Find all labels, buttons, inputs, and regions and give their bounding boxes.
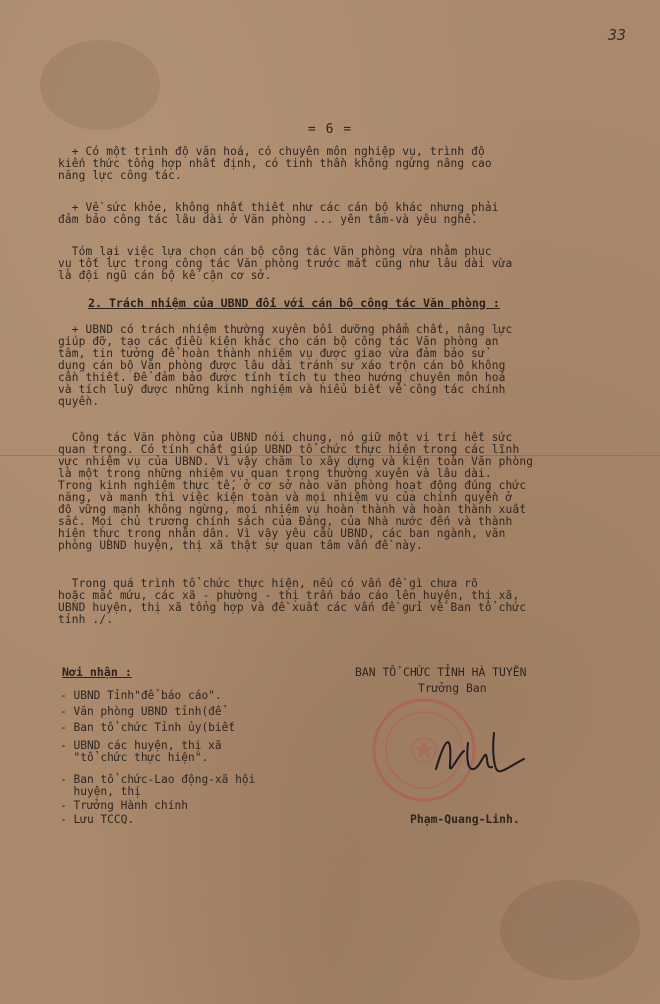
- signer-name: Phạm-Quang-Linh.: [410, 812, 520, 826]
- handwritten-signature: [428, 725, 538, 785]
- paper-stain: [40, 40, 160, 130]
- body-line: quan trọng. Có tính chất giúp UBND tổ chức thực hiện trong các lĩnh: [58, 443, 520, 456]
- page-number: = 6 =: [307, 122, 353, 137]
- body-line: phòng UBND huyện, thị xã thật sự quan tâm vấn đề này.: [58, 539, 423, 552]
- paper-stain: [500, 880, 640, 980]
- body-line: là đội ngũ cán bộ kế cận cơ sở.: [58, 269, 272, 282]
- body-line: + Về sức khỏe, không nhất thiết như các cán bộ khác nhưng phải: [58, 201, 499, 214]
- body-line: quyền.: [58, 395, 100, 408]
- body-line: dụng cán bộ Văn phòng được lâu dài tránh sự xáo trộn cán bộ không: [58, 359, 506, 372]
- recipient-item: - UBND các huyện, thị xã: [60, 739, 222, 752]
- recipient-item: huyện, thị: [60, 785, 141, 798]
- body-line: đảm bảo công tác lâu dài ở Văn phòng ... yên tâm-và yêu nghề.: [58, 213, 479, 226]
- body-line: cần thiết. Để đảm bảo được tính tích tụ theo hướng chuyên môn hoá: [58, 371, 506, 384]
- folio-mark: 33: [608, 26, 627, 44]
- recipient-item: - Lưu TCCQ.: [60, 813, 135, 826]
- recipient-item: "tổ chức thực hiện".: [60, 751, 209, 764]
- signer-title: Trưởng Ban: [418, 681, 487, 695]
- signing-organization: BAN TỔ CHỨC TỈNH HÀ TUYÊN: [355, 665, 527, 679]
- body-line: vụ tốt lực trong công tác Văn phòng trước mắt cũng như lâu dài vừa: [58, 257, 513, 270]
- recipient-item: - Ban tổ chức-Lao động-xã hội: [60, 773, 256, 786]
- body-line: Công tác Văn phòng của UBND nói chung, nó giữ một vị trí hết sức: [58, 431, 513, 444]
- recipients-title: Nơi nhận :: [62, 665, 132, 679]
- section-heading: 2. Trách nhiệm của UBND đối với cán bộ công tác Văn phòng :: [88, 296, 500, 310]
- body-line: là một trong những nhiệm vụ quan trọng thường xuyên và lâu dài.: [58, 467, 492, 480]
- body-line: Trong quá trình tổ chức thực hiện, nếu có vấn đề gì chưa rõ: [58, 577, 479, 590]
- body-line: độ vững mạnh không ngừng, mọi nhiệm vụ hoàn thành và hoàn thành xuất: [58, 503, 527, 516]
- body-line: Trong kinh nghiệm thực tế, ở cơ sở nào văn phòng hoạt động đúng chức: [58, 479, 527, 492]
- body-line: Tóm lại việc lựa chọn cán bộ công tác Văn phòng vừa nhằm phục: [58, 245, 492, 258]
- body-line: năng, và mạnh thì việc kiện toàn và mọi nhiệm vụ của chính quyền ở: [58, 491, 513, 504]
- recipient-item: - UBND Tỉnh"để báo cáo".: [60, 689, 222, 702]
- body-line: sắc. Mọi chủ trương chính sách của Đảng, của Nhà nước đến và thành: [58, 515, 513, 528]
- body-line: + UBND có trách nhiệm thường xuyên bồi dưỡng phẩm chất, nâng lực: [58, 323, 513, 336]
- recipient-item: - Ban tổ chức Tỉnh ủy(biết: [60, 721, 236, 734]
- body-line: vực nhiệm vụ của UBND. Vì vậy chăm lo xây dựng và kiện toàn Văn phòng: [58, 455, 534, 468]
- recipient-item: - Trưởng Hành chính: [60, 799, 188, 812]
- recipient-item: - Văn phòng UBND tỉnh(để: [60, 705, 222, 718]
- body-line: tỉnh ./.: [58, 613, 114, 626]
- body-line: và tích luỹ được những kinh nghiệm và hiểu biết về công tác chính: [58, 383, 506, 396]
- body-line: giúp đỡ, tạo các điều kiện khác cho cán bộ công tác Văn phòng an: [58, 335, 499, 348]
- body-line: tâm, tin tưởng để hoàn thành nhiệm vụ được giao vừa đảm bảo sử: [58, 347, 485, 360]
- body-line: hoặc mắc mứu, các xã - phường - thị trấn báo cáo lên huyện, thị xã,: [58, 589, 520, 602]
- body-line: UBND huyện, thị xã tổng hợp và đề xuất các vấn đề gửi về Ban tổ chức: [58, 601, 527, 614]
- body-line: kiến thức tổng hợp nhất định, có tinh thần không ngừng nâng cao: [58, 157, 492, 170]
- body-line: năng lực công tác.: [58, 169, 182, 182]
- body-line: + Có một trình độ văn hoá, có chuyên môn nghiệp vụ, trình độ: [58, 145, 485, 158]
- body-line: hiện thực trong nhân dân. Vì vậy yêu cầu UBND, các ban ngành, văn: [58, 527, 506, 540]
